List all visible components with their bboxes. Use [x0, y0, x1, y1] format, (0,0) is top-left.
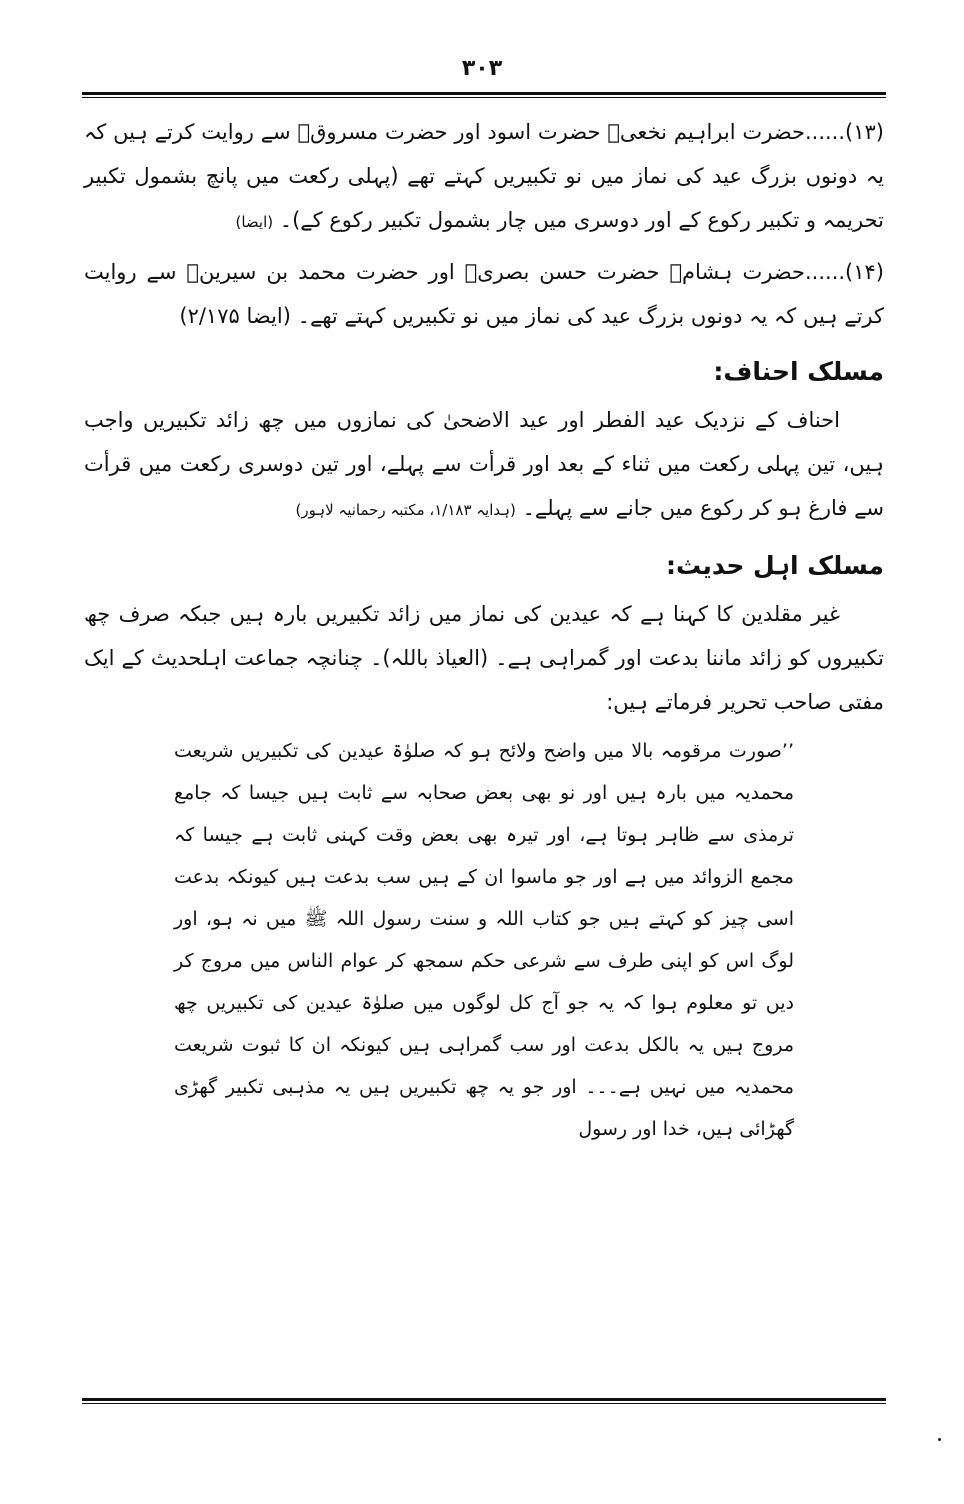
- heading-ahl-hadith: مسلک اہل حدیث:: [666, 551, 884, 580]
- paragraph-14: [84, 250, 884, 338]
- scan-speck: [938, 1438, 941, 1441]
- quotation-block: ’’صورت مرقومہ بالا میں واضح ولائح ہو کہ صلوٰۃ عیدین کی تکبیریں شریعت محمدیہ میں بارہ ہیں اور نو بھی بعض صحابہ سے ثابت ہیں جیسا کہ جامع ترمذی سے ظاہر ہوتا ہے، اور تیرہ بھی بعض وقت کہنی ثابت ہے جیسا کہ مجمع الزوائد میں ہے اور جو ماسوا ان کے ہیں سب بدعت ہیں کیونکہ بدعت اسی چیز کو کہتے ہیں جو کتاب اللہ و سنت رسول اللہ ﷺ میں نہ ہو، اور لوگ اس کو اپنی طرف سے شرعی حکم سمجھ کر عوام الناس میں مروج کر دیں تو معلوم ہوا کہ یہ جو آج کل لوگوں میں صلوٰۃ عیدین کی تکبیریں چھ مروج ہیں یہ بالکل بدعت اور سب گمراہی ہیں کیونکہ ان کا ثبوت شریعت محمدیہ میں نہیں ہے۔۔۔ اور جو یہ چھ تکبیریں ہیں یہ مذہبی تکبیر گھڑی گھڑائی ہیں، خدا اور رسول: [174, 740, 794, 1140]
- paragraph-13: [84, 110, 884, 244]
- paragraph-ahnaf-text: احناف کے نزدیک عید الفطر اور عید الاضحیٰ کی نمازوں میں چھ زائد تکبیریں واجب ہیں، تین پہلی رکعت میں ثناء کے بعد اور قرأت سے پہلے، اور تین دوسری رکعت میں قرأت سے فارغ ہو کر رکوع میں جانے سے پہلے۔: [84, 408, 884, 520]
- paragraph-13-text: (۱۳)......حضرت ابراہیم نخعیؒ حضرت اسود اور حضرت مسروقؒ سے روایت کرتے ہیں کہ یہ دونوں بزرگ عید کی نماز میں نو تکبیریں کہتے تھے (پہلی رکعت میں پانچ بشمول تکبیر تحریمہ و تکبیر رکوع کے اور دوسری میں چار بشمول تکبیر رکوع کے)۔: [84, 120, 884, 232]
- page-content: [84, 110, 884, 1150]
- paragraph-13-reference: (ایضا): [235, 213, 274, 231]
- paragraph-14-reference: (ایضا ۲/۱۷۵): [179, 304, 291, 328]
- page-number: ۳۰۳: [461, 56, 503, 81]
- header-rule: [82, 92, 886, 98]
- paragraph-ahnaf: [84, 398, 884, 532]
- paragraph-ahl-hadith: غیر مقلدین کا کہنا ہے کہ عیدین کی نماز میں زائد تکبیریں بارہ ہیں جبکہ صرف چھ تکبیروں کو زائد ماننا بدعت اور گمراہی ہے۔ (العیاذ باللہ)۔ چنانچہ جماعت اہلحدیث کے ایک مفتی صاحب تحریر فرماتے ہیں:: [84, 602, 884, 714]
- footer-rule: [82, 1398, 886, 1404]
- heading-ahnaf: مسلک احناف:: [713, 357, 884, 386]
- paragraph-14-text: (۱۴)......حضرت ہشامؒ حضرت حسن بصریؒ اور حضرت محمد بن سیرینؒ سے روایت کرتے ہیں کہ یہ دونوں بزرگ عید کی نماز میں نو تکبیریں کہتے تھے۔: [84, 260, 884, 328]
- paragraph-ahnaf-reference: (ہدایہ ۱/۱۸۳، مکتبہ رحمانیہ لاہور): [295, 501, 516, 519]
